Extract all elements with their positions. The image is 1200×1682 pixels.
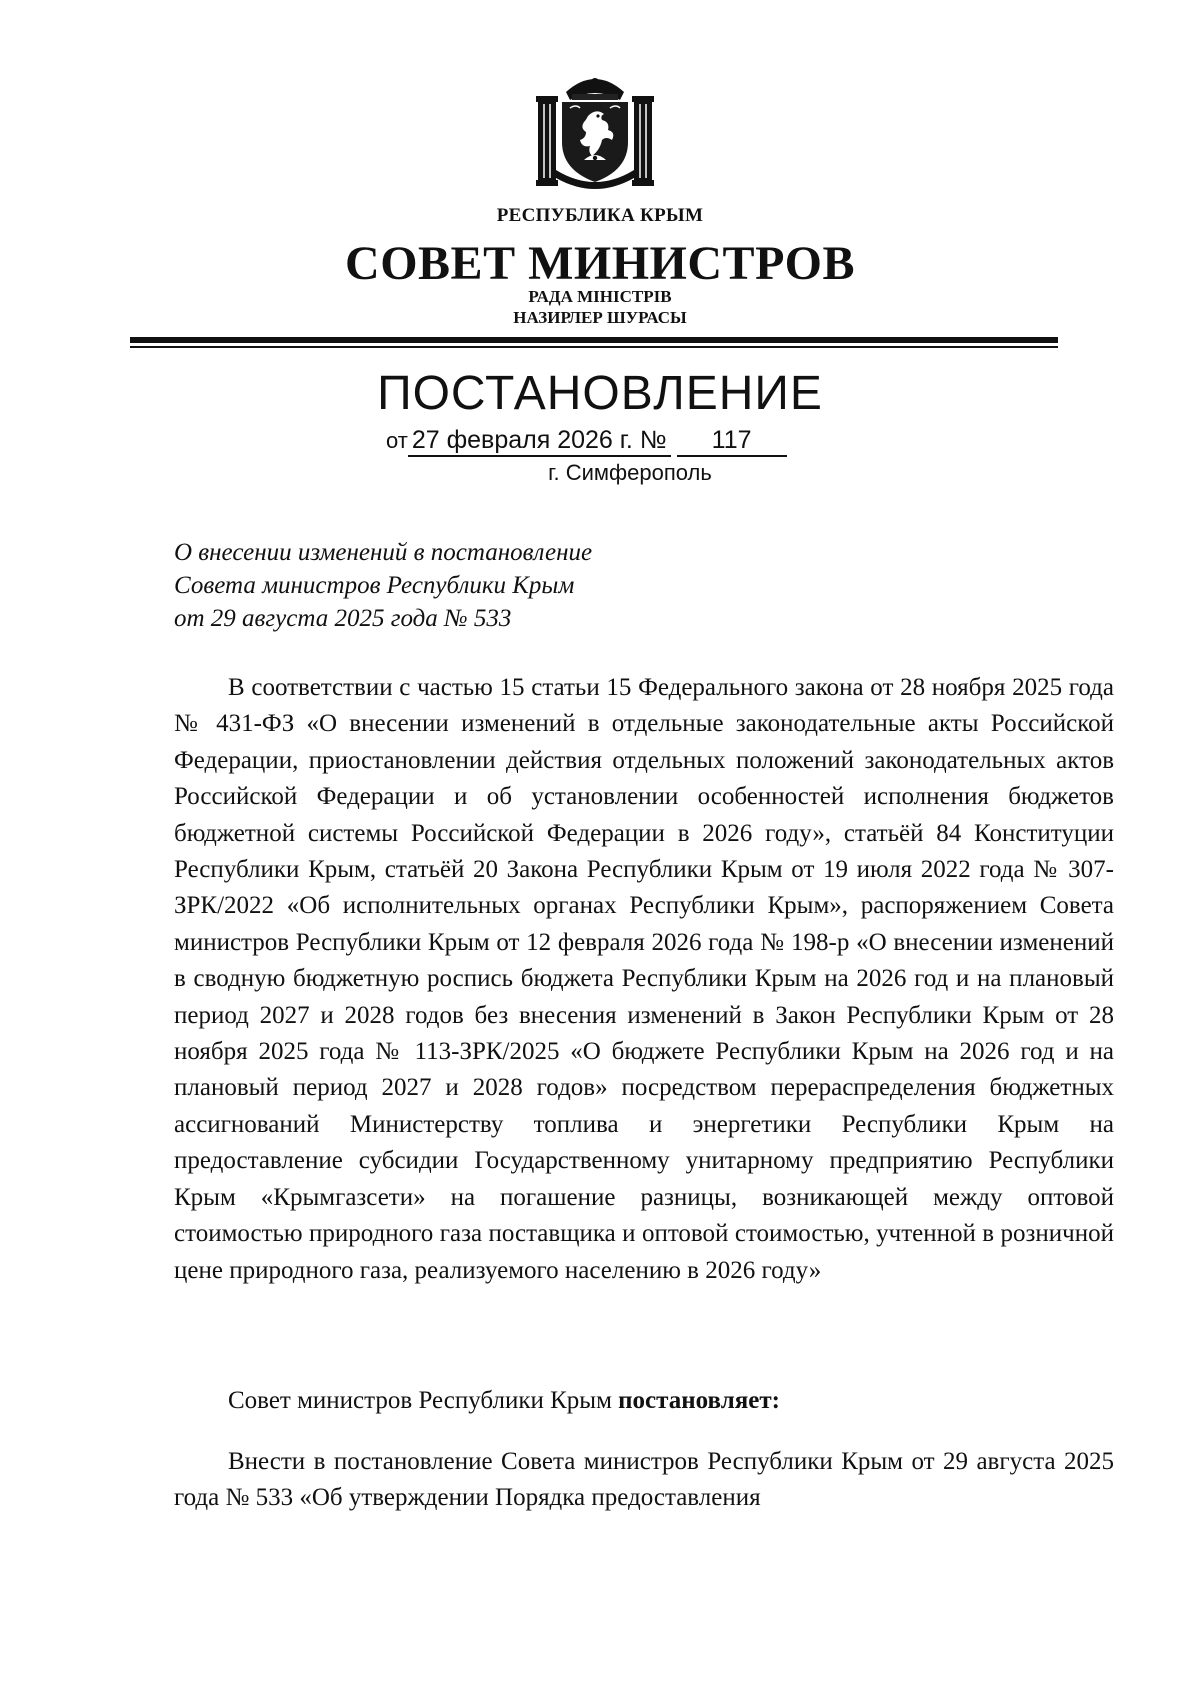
preamble-paragraph: В соответствии с частью 15 статьи 15 Федерального закона от 28 ноября 2025 года № 431-ФЗ «О внесении изменений в отдельные законодательные акты Российской Федерации, приостановлении действия отдельных положений законодательных актов Российской Федерации и об установлении особенностей исполнения бюджетов бюджетной системы Российской Федерации в 2026 году», статьёй 84 Конституции Республики Крым, статьёй 20 Закона Республики Крым от 19 июля 2022 года № 307-ЗРК/2022 «Об исполнительных органах Республики Крым», распоряжением Совета министров Республики Крым от 12 февраля 2026 года № 198-р «О внесении изменений в сводную бюджетную роспись бюджета Республики Крым на 2026 год и на плановый период 2027 и 2028 годов без внесения изменений в Закон Республики Крым от 28 ноября 2025 года № 113-ЗРК/2025 «О бюджете Республики Крым на 2026 год и на плановый период 2027 и 2028 годов» посредством перераспределения бюджетных ассигнований Министерству топлива и энергетики Республики Крым на предоставление субсидии Государственному унитарному предприятию Республики Крым «Крымгазсети» на погашение разницы, возникающей между оптовой стоимостью природного газа поставщика и оптовой стоимостью, учтенной в розничной цене природного газа, реализуемого населению в 2026 году»: [174, 674, 1114, 1284]
number-prefix: №: [639, 426, 667, 454]
title-line: от 29 августа 2025 года № 533: [174, 605, 512, 632]
council-name: СОВЕТ МИНИСТРОВ: [345, 237, 855, 290]
document-number: 117: [677, 426, 787, 457]
resolution-verb: постановляет:: [618, 1387, 780, 1414]
title-line: О внесении изменений в постановление: [174, 539, 593, 566]
republic-name: РЕСПУБЛИКА КРЫМ: [496, 205, 704, 226]
document-city: г. Симферополь: [548, 460, 712, 485]
resolution-statement: [174, 1383, 1114, 1419]
date-prefix: от: [386, 428, 408, 453]
title-line: Совета министров Республики Крым: [174, 572, 575, 599]
council-name-crimean-tatar: НАЗИРЛЕР ШУРАСЫ: [513, 308, 687, 327]
document-title: [174, 536, 592, 635]
council-name-ukrainian: РАДА МІНІСТРІВ: [528, 287, 672, 306]
amendment-paragraph: Внести в постановление Совета министров Республики Крым от 29 августа 2025 года № 533 «Об утверждении Порядка предоставления: [174, 1448, 1114, 1512]
document-date: 27 февраля 2026 г.: [411, 426, 633, 454]
document-type: ПОСТАНОВЛЕНИЕ: [377, 367, 823, 420]
header-divider-thin: [130, 346, 1058, 348]
document-date-row: [386, 426, 787, 457]
resolution-lead: Совет министров Республики Крым: [228, 1387, 619, 1414]
crimea-coat-of-arms-icon: [536, 70, 654, 190]
header-divider-thick: [130, 337, 1058, 343]
